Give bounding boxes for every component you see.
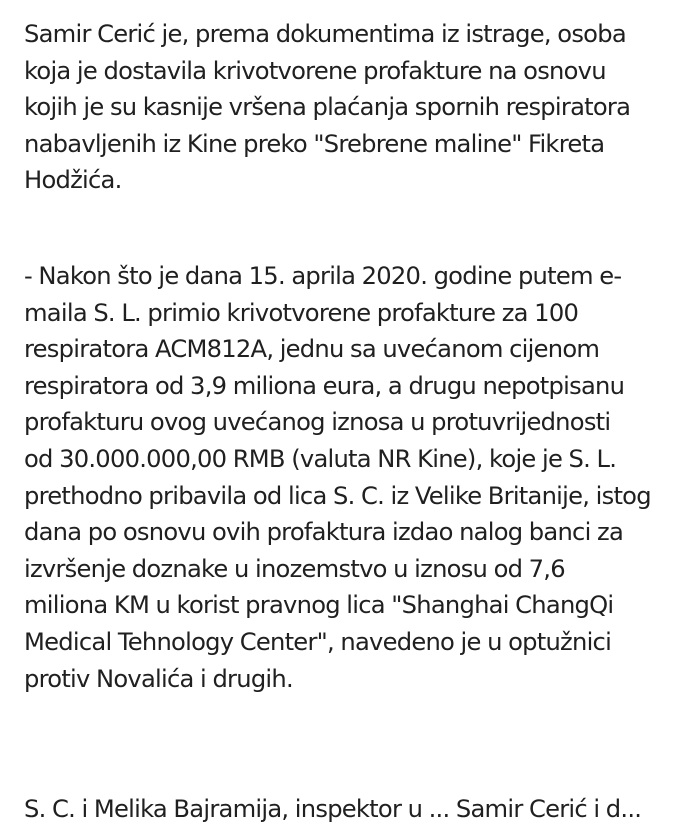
paragraph-line: miliona KM u korist pravnog lica "Shanghai ChangQi bbox=[24, 591, 614, 620]
article-paragraph-3-cut-off bbox=[24, 791, 641, 828]
paragraph-line: dana po osnovu ovih profaktura izdao nalog banci za bbox=[24, 518, 624, 547]
paragraph-line: prethodno pribavila od lica S. C. iz Velike Britanije, istog bbox=[24, 481, 651, 510]
paragraph-line: od 30.000.000,00 RMB (valuta NR Kine), koje je S. L. bbox=[24, 444, 617, 473]
paragraph-line: koja je dostavila krivotvorene profakture na osnovu bbox=[24, 56, 606, 85]
paragraph-line: Medical Tehnology Center", navedeno je u optužnici bbox=[24, 627, 612, 656]
article-paragraph-2 bbox=[24, 258, 651, 697]
paragraph-line: kojih je su kasnije vršena plaćanja spornih respiratora bbox=[24, 93, 631, 122]
paragraph-line: respiratora od 3,9 miliona eura, a drugu nepotpisanu bbox=[24, 371, 625, 400]
article-paragraph-1 bbox=[24, 16, 630, 199]
paragraph-line: S. C. i Melika Bajramija, inspektor u ... Samir Cerić i d... bbox=[24, 795, 642, 823]
paragraph-line: protiv Novalića i drugih. bbox=[24, 664, 293, 693]
paragraph-line: respiratora ACM812A, jednu sa uvećanom cijenom bbox=[24, 335, 600, 364]
paragraph-line: Hodžića. bbox=[24, 166, 122, 195]
paragraph-line: profakturu ovog uvećanog iznosa u protuvrijednosti bbox=[24, 408, 611, 437]
paragraph-line: nabavljenih iz Kine preko "Srebrene maline" Fikreta bbox=[24, 129, 605, 158]
paragraph-line: - Nakon što je dana 15. aprila 2020. godine putem e- bbox=[24, 262, 622, 290]
paragraph-line: Samir Cerić je, prema dokumentima iz istrage, osoba bbox=[24, 20, 626, 48]
paragraph-line: maila S. L. primio krivotvorene profakture za 100 bbox=[24, 298, 579, 327]
paragraph-line: izvršenje doznake u inozemstvo u iznosu od 7,6 bbox=[24, 554, 565, 583]
